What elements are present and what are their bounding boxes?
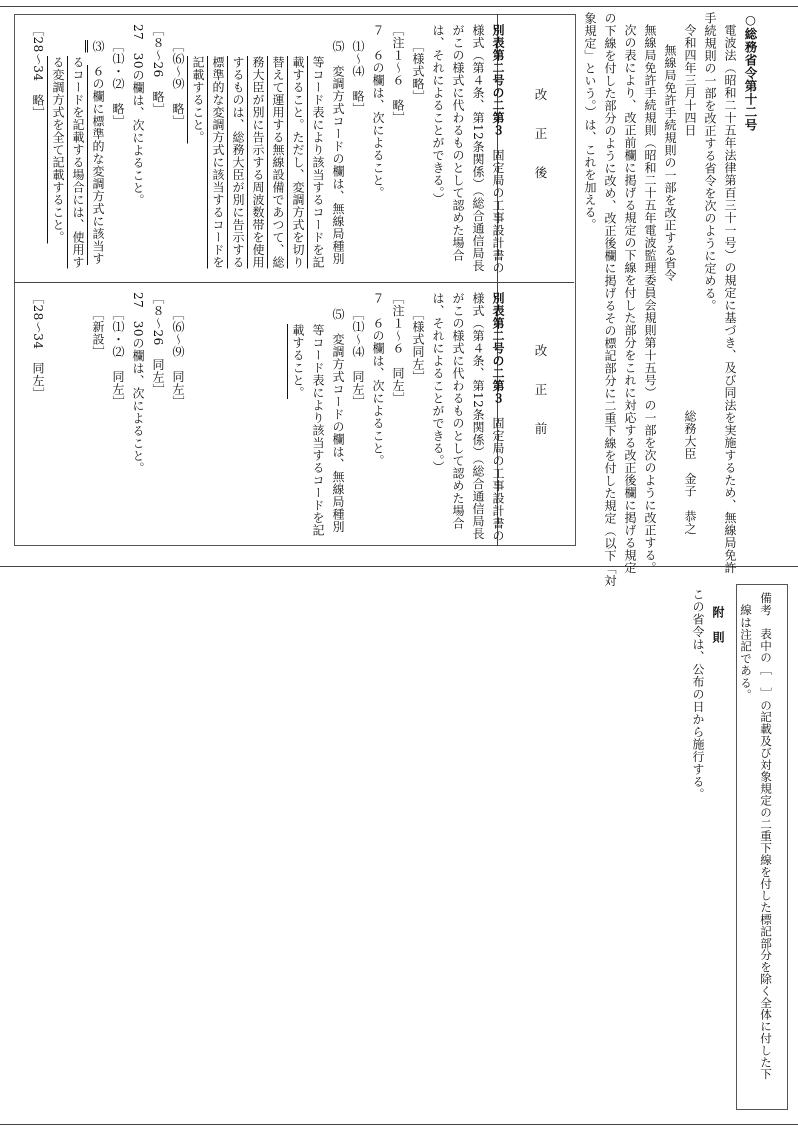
after-line-5: ［注１～６ 略］ <box>391 24 405 124</box>
supplementary-text: この省令は、公布の日から施行する。 <box>691 588 705 801</box>
before-tail-3: 27 30の欄は、次によること。 <box>131 292 145 475</box>
before-heading <box>488 292 508 542</box>
before-line-4: ［様式同左］ <box>411 308 425 383</box>
after-new-item-2: るコードを記載する場合には、使用す <box>71 56 85 269</box>
after-u-line-2: 載すること。ただし、変調方式を切り <box>291 56 305 269</box>
top-rule <box>0 6 798 7</box>
after-heading-title: 別表第二号の二第３ <box>491 24 505 137</box>
before-header: 改 正 前 <box>533 344 548 435</box>
preamble-line-1: 電波法（昭和二十五年法律第百三十一号）の規定に基づき、及び同法を実施するため、無線局免許 <box>723 24 737 574</box>
before-line-8: ⑸ 変調方式コードの欄は、無線局種別 <box>331 308 345 533</box>
after-u-line-7: 記載すること。 <box>191 56 205 144</box>
after-line-8: ⑸ 変調方式コードの欄は、無線局種別 <box>331 40 345 265</box>
after-line-2: がこの様式に代わるものとして認めた場合 <box>451 24 465 262</box>
after-line-1: 様式（第４条、第12条関係）（総合通信局長 <box>471 24 485 272</box>
minister-signature: 総務大臣 金子 恭之 <box>683 410 697 535</box>
before-line-1: 様式（第４条、第12条関係）（総合通信局長 <box>471 292 485 540</box>
ordinance-subtitle: 無線局免許手続規則の一部を改正する省令 <box>663 44 677 282</box>
after-u-line-3: 替えて運用する無線設備であつて、総 <box>271 56 285 269</box>
after-line-3: は、それによることができる。） <box>431 24 445 206</box>
note-line-1: 備考 表中の［ ］の記載及び対象規定の二重下線を付した標記部分を除く全体に付した下 <box>759 592 773 1080</box>
after-new-item-text-1: ６の欄に標準的な変調方式に該当す <box>91 65 105 265</box>
before-line-5: ［注１～６ 同左］ <box>391 292 405 405</box>
middle-rule <box>0 566 798 567</box>
after-last: ［28～34 略］ <box>31 24 45 120</box>
after-u-line-6: 標準的な変調方式に該当するコードを <box>211 56 225 269</box>
before-tail-2: ［８～26 同左］ <box>151 292 165 396</box>
before-tail-4: ［⑴・⑵ 同左］ <box>111 308 125 408</box>
preamble-line-2: 手続規則の一部を改正する省令を次のように定める。 <box>703 12 717 312</box>
before-line-9: 等コード表により該当するコードを記 <box>311 324 325 537</box>
after-tail-3: 27 30の欄は、次によること。 <box>131 24 145 207</box>
after-heading-rest: 固定局の工事設計書の <box>491 149 505 274</box>
before-tail-9: ［28～34 同左］ <box>31 292 45 400</box>
after-line-7: ⑴～⑷ 略］ <box>351 40 365 115</box>
before-line-2: がこの様式に代わるものとして認めた場合 <box>451 292 465 530</box>
before-u-line: 載すること。 <box>291 324 305 399</box>
after-new-item-num: ⑶ <box>91 40 105 53</box>
body-line-1: 無線局免許手続規則（昭和二十五年電波監理委員会規則第十五号）の一部を次のように改正する。 <box>643 24 657 574</box>
after-u-line-1: 等コード表により該当するコードを記 <box>311 56 325 269</box>
after-new-item-1 <box>88 40 108 265</box>
body-line-3: の下線を付した部分のように改め、改正後欄に掲げるその標記部分に二重下線を付した規定（以下「対 <box>603 12 617 587</box>
after-u-line-5: するものは、総務大臣が別に告示する <box>231 56 245 269</box>
after-new-item-3: る変調方式を全て記載すること。 <box>51 56 65 244</box>
before-tail-5: ［新設］ <box>91 308 105 358</box>
after-tail-4: ［⑴・⑵ 略］ <box>111 40 125 128</box>
supplementary-title: 附 則 <box>711 606 725 644</box>
after-tail-1: ［⑹～⑼ 略］ <box>171 40 185 128</box>
before-line-3: は、それによることができる。） <box>431 292 445 474</box>
before-heading-rest: 固定局の工事設計書の <box>491 417 505 542</box>
after-header: 改 正 後 <box>533 88 548 179</box>
note-line-2: 線は注記である。 <box>739 604 753 701</box>
body-line-2: 次の表により、改正前欄に掲げる規定の下線を付した部分をこれに対応する改正後欄に掲げる規定 <box>623 24 637 574</box>
after-line-4: ［様式略］ <box>411 40 425 103</box>
table-section-divider <box>14 282 574 283</box>
body-line-4: 象規定」という。）は、これを加える。 <box>583 12 597 231</box>
bottom-rule <box>0 1124 798 1125</box>
before-line-7: ［⑴～⑷ 同左］ <box>351 308 365 408</box>
after-heading <box>488 24 508 274</box>
before-tail-1: ［⑹～⑼ 同左］ <box>171 308 185 408</box>
after-tail-2: ［８～26 略］ <box>151 24 165 116</box>
ordinance-date: 令和四年三月十四日 <box>683 24 697 137</box>
before-heading-title: 別表第二号の二第３ <box>491 292 505 405</box>
before-line-6: ７ ６の欄は、次によること。 <box>371 292 385 467</box>
after-u-line-4: 務大臣が別に告示する周波数帯を使用 <box>251 56 265 269</box>
after-line-6: ７ ６の欄は、次によること。 <box>371 24 385 199</box>
ordinance-title: ○総務省令第十二号 <box>743 12 758 132</box>
